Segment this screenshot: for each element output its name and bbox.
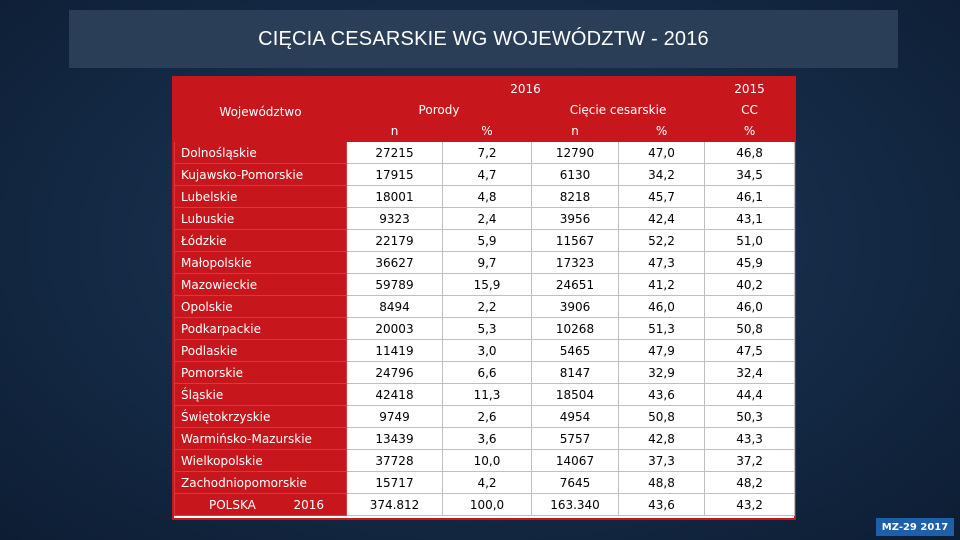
header-pct1: %	[443, 121, 532, 142]
cesarean-table	[174, 78, 795, 516]
table-row	[175, 230, 795, 252]
cell-cc-n: 3906	[532, 296, 619, 318]
cell-cc-pct: 45,7	[619, 186, 705, 208]
cell-n: 17915	[347, 164, 443, 186]
cell-pct: 3,6	[443, 428, 532, 450]
table-row	[175, 428, 795, 450]
cell-cc2015: 44,4	[705, 384, 795, 406]
header-pct3: %	[705, 121, 795, 142]
cell-n: 37728	[347, 450, 443, 472]
table-row	[175, 252, 795, 274]
region-name: Zachodniopomorskie	[175, 472, 347, 494]
cell-n: 27215	[347, 142, 443, 164]
cell-cc-pct: 43,6	[619, 384, 705, 406]
region-name: Podkarpackie	[175, 318, 347, 340]
table-wrapper	[174, 78, 794, 518]
cell-pct: 5,9	[443, 230, 532, 252]
cell-cc-pct: 42,4	[619, 208, 705, 230]
cell-cc2015: 51,0	[705, 230, 795, 252]
region-name: Małopolskie	[175, 252, 347, 274]
table-row	[175, 296, 795, 318]
region-name: Dolnośląskie	[175, 142, 347, 164]
cell-cc2015: 46,1	[705, 186, 795, 208]
cell-cc-n: 11567	[532, 230, 619, 252]
cell-n: 9323	[347, 208, 443, 230]
header-year-2016: 2016	[347, 79, 705, 100]
header-year-2015: 2015	[705, 79, 795, 100]
header-porody: Porody	[347, 100, 532, 121]
total-cell-cc2015: 43,2	[705, 494, 795, 516]
cell-n: 11419	[347, 340, 443, 362]
table-row	[175, 340, 795, 362]
table-row	[175, 384, 795, 406]
cell-n: 22179	[347, 230, 443, 252]
header-wojewodztwo-label: Województwo	[219, 105, 302, 119]
cell-cc-pct: 46,0	[619, 296, 705, 318]
cell-cc2015: 43,3	[705, 428, 795, 450]
table-row	[175, 208, 795, 230]
total-cell-pct: 100,0	[443, 494, 532, 516]
cell-cc2015: 48,2	[705, 472, 795, 494]
table-row	[175, 450, 795, 472]
cell-cc-pct: 42,8	[619, 428, 705, 450]
cell-pct: 2,2	[443, 296, 532, 318]
total-row	[175, 494, 795, 516]
region-name: Łódzkie	[175, 230, 347, 252]
cell-n: 8494	[347, 296, 443, 318]
table-row	[175, 406, 795, 428]
cell-pct: 10,0	[443, 450, 532, 472]
cell-pct: 6,6	[443, 362, 532, 384]
region-name: Śląskie	[175, 384, 347, 406]
cell-cc-pct: 47,3	[619, 252, 705, 274]
cell-n: 9749	[347, 406, 443, 428]
cell-cc-n: 17323	[532, 252, 619, 274]
region-name: Wielkopolskie	[175, 450, 347, 472]
cell-n: 59789	[347, 274, 443, 296]
cell-cc-pct: 51,3	[619, 318, 705, 340]
cell-n: 24796	[347, 362, 443, 384]
cell-n: 20003	[347, 318, 443, 340]
cell-cc2015: 43,1	[705, 208, 795, 230]
cell-cc-pct: 50,8	[619, 406, 705, 428]
cell-cc2015: 50,8	[705, 318, 795, 340]
cell-pct: 7,2	[443, 142, 532, 164]
cell-cc-n: 5757	[532, 428, 619, 450]
region-name: Pomorskie	[175, 362, 347, 384]
cell-pct: 4,8	[443, 186, 532, 208]
cell-cc-n: 3956	[532, 208, 619, 230]
cell-cc-n: 14067	[532, 450, 619, 472]
cell-n: 18001	[347, 186, 443, 208]
region-name: Podlaskie	[175, 340, 347, 362]
cell-pct: 4,7	[443, 164, 532, 186]
table-row	[175, 164, 795, 186]
title-bar	[69, 10, 898, 68]
cell-cc2015: 34,5	[705, 164, 795, 186]
cell-cc2015: 40,2	[705, 274, 795, 296]
footer-badge: MZ-29 2017	[876, 518, 954, 536]
table-row	[175, 362, 795, 384]
total-cell-cc-n: 163.340	[532, 494, 619, 516]
table-frame	[172, 76, 796, 520]
cell-cc-pct: 47,0	[619, 142, 705, 164]
cell-cc-n: 12790	[532, 142, 619, 164]
table-row	[175, 318, 795, 340]
cell-cc-pct: 41,2	[619, 274, 705, 296]
cell-n: 36627	[347, 252, 443, 274]
cell-pct: 11,3	[443, 384, 532, 406]
header-pct2: %	[619, 121, 705, 142]
total-label-cell	[175, 494, 347, 516]
cell-cc-n: 6130	[532, 164, 619, 186]
region-name: Świętokrzyskie	[175, 406, 347, 428]
cell-pct: 3,0	[443, 340, 532, 362]
cell-cc-n: 4954	[532, 406, 619, 428]
region-name: Mazowieckie	[175, 274, 347, 296]
total-cell-n: 374.812	[347, 494, 443, 516]
header-n1: n	[347, 121, 443, 142]
cell-pct: 2,4	[443, 208, 532, 230]
region-name: Warmińsko-Mazurskie	[175, 428, 347, 450]
cell-n: 13439	[347, 428, 443, 450]
cell-cc-n: 7645	[532, 472, 619, 494]
table-row	[175, 142, 795, 164]
cell-n: 15717	[347, 472, 443, 494]
cell-cc-pct: 32,9	[619, 362, 705, 384]
slide-title: CIĘCIA CESARSKIE WG WOJEWÓDZTW - 2016	[258, 27, 709, 50]
cell-cc-n: 8218	[532, 186, 619, 208]
cell-pct: 4,2	[443, 472, 532, 494]
cell-pct: 5,3	[443, 318, 532, 340]
cell-pct: 2,6	[443, 406, 532, 428]
header-cc: CC	[705, 100, 795, 121]
cell-cc2015: 45,9	[705, 252, 795, 274]
table-row	[175, 274, 795, 296]
cell-cc-pct: 37,3	[619, 450, 705, 472]
cell-cc2015: 46,8	[705, 142, 795, 164]
cell-cc-n: 8147	[532, 362, 619, 384]
region-name: Lubelskie	[175, 186, 347, 208]
cell-cc-n: 24651	[532, 274, 619, 296]
total-country: POLSKA	[209, 497, 256, 512]
total-year: 2016	[293, 497, 324, 512]
cell-pct: 9,7	[443, 252, 532, 274]
cell-cc-n: 10268	[532, 318, 619, 340]
cell-cc-pct: 34,2	[619, 164, 705, 186]
cell-cc-pct: 47,9	[619, 340, 705, 362]
cell-cc-n: 18504	[532, 384, 619, 406]
cell-cc2015: 50,3	[705, 406, 795, 428]
header-ciecie: Cięcie cesarskie	[532, 100, 705, 121]
header-n2: n	[532, 121, 619, 142]
table-row	[175, 472, 795, 494]
total-cell-cc-pct: 43,6	[619, 494, 705, 516]
cell-cc2015: 46,0	[705, 296, 795, 318]
cell-cc2015: 32,4	[705, 362, 795, 384]
cell-cc-n: 5465	[532, 340, 619, 362]
region-name: Opolskie	[175, 296, 347, 318]
table-row	[175, 186, 795, 208]
cell-cc-pct: 48,8	[619, 472, 705, 494]
cell-cc2015: 47,5	[705, 340, 795, 362]
region-name: Kujawsko-Pomorskie	[175, 164, 347, 186]
cell-pct: 15,9	[443, 274, 532, 296]
cell-cc-pct: 52,2	[619, 230, 705, 252]
cell-cc2015: 37,2	[705, 450, 795, 472]
header-wojewodztwo	[175, 79, 347, 142]
region-name: Lubuskie	[175, 208, 347, 230]
cell-n: 42418	[347, 384, 443, 406]
